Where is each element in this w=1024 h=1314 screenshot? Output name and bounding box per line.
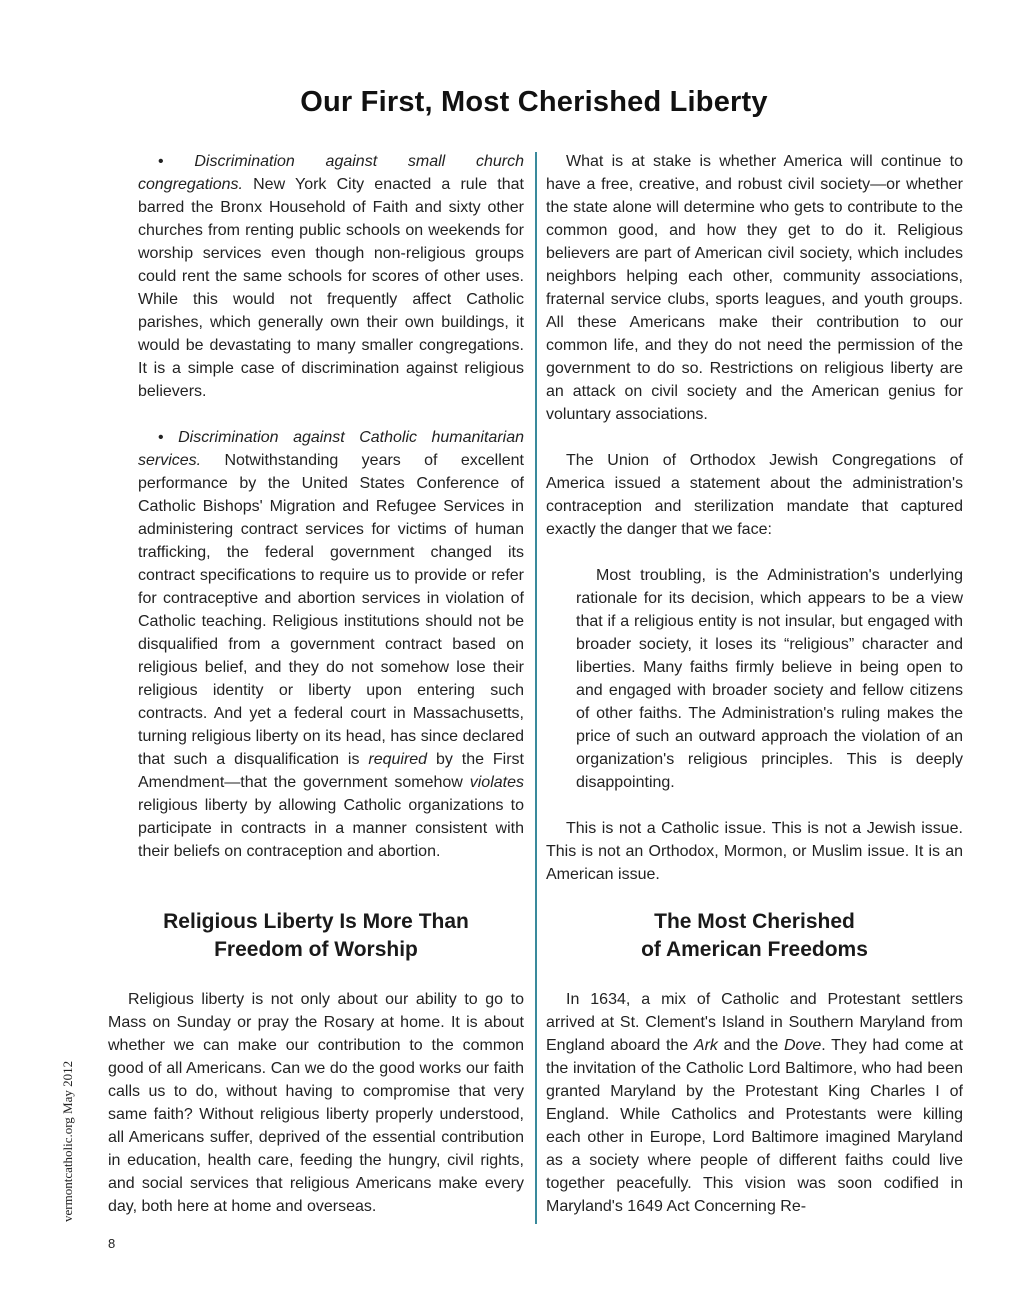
bullet-paragraph-church: • Discrimination against small church congregations. New York City enacted a rule that barred the Bronx Household of Faith and sixty other churches from renting public schools on weekends for worship services even though non-religious groups could rent the same schools for scores of other uses. While this would not frequently affect Catholic parishes, which generally own their own buildings, it would be devastating to many smaller congregations. It is a simple case of discrimination against religious believers. (138, 153, 524, 400)
page-number: 8 (108, 1236, 116, 1251)
section-heading-most-cherished: The Most Cherished of American Freedoms (641, 910, 868, 961)
right-column-bottom (546, 988, 963, 1218)
left-column-top (138, 150, 524, 863)
paragraph-american-issue: This is not a Catholic issue. This is not a Jewish issue. This is not an Orthodox, Mormon, or Muslim issue. It is an American issue. (546, 820, 963, 883)
page-title: Our First, Most Cherished Liberty (300, 86, 768, 118)
paragraph-religious-liberty: Religious liberty is not only about our ability to go to Mass on Sunday or pray the Rosary at home. It is about whether we can make our contribution to the common good of all Americans. Can we do the good works our faith calls us to do, without having to compromise that very same faith? Without religious liberty properly understood, all Americans suffer, deprived of the essential contribution in education, health care, feeding the hungry, civil rights, and social services that religious Americans make every day, both here at home and overseas. (108, 991, 524, 1215)
bullet-label-humanitarian: Discrimination against Catholic humanitarian services. (138, 429, 524, 469)
left-column-bottom (108, 988, 524, 1218)
column-divider (535, 152, 537, 1224)
block-quote: Most troubling, is the Administration's underlying rationale for its decision, which appears to be a view that if a religious entity is not insular, but engaged with broader society, it loses its “religious” character and liberties. Many faiths firmly believe in being open to and engaged with broader society and fellow citizens of other faiths. The Administration's ruling makes the price of such an outward approach the violation of an organization's religious principles. This is deeply disappointing. (576, 567, 963, 791)
right-column-top (546, 150, 963, 886)
sidebar-publication-credit: vermontcatholic.org May 2012 (60, 1060, 75, 1222)
paragraph-maryland-history: In 1634, a mix of Catholic and Protestant settlers arrived at St. Clement's Island in Southern Maryland from England aboard the Ark and the Dove. They had come at the invitation of the Catholic Lord Baltimore, who had been granted Maryland by the Protestant King Charles I of England. While Catholics and Protestants were killing each other in Europe, Lord Baltimore imagined Maryland as a society where people of different faiths could live together peacefully. This vision was soon codified in Maryland's 1649 Act Concerning Re- (546, 991, 963, 1215)
paragraph-union-statement: The Union of Orthodox Jewish Congregations of America issued a statement about the administration's contraception and sterilization mandate that captured exactly the danger that we face: (546, 452, 963, 538)
bullet-label-church: Discrimination against small church congregations. (138, 153, 524, 193)
section-heading-religious-liberty: Religious Liberty Is More Than Freedom of Worship (163, 910, 469, 961)
paragraph-what-is-at-stake: What is at stake is whether America will continue to have a free, creative, and robust civil society—or whether the state alone will determine who gets to contribute to the common good, and how they get to do it. Religious believers are part of American civil society, which includes neighbors helping each other, community associations, fraternal service clubs, sports leagues, and youth groups. All these Americans make their contribution to our common life, and they do not need the permission of the government to do so. Restrictions on religious liberty are an attack on civil society and the American genius for voluntary associations. (546, 153, 963, 423)
bullet-paragraph-humanitarian: • Discrimination against Catholic humanitarian services. Notwithstanding years of excellent performance by the United States Conference of Catholic Bishops' Migration and Refugee Services in administering contract services for victims of human trafficking, the federal government changed its contract specifications to require us to provide or refer for contraceptive and abortion services in violation of Catholic teaching. Religious institutions should not be disqualified from a government contract based on religious belief, and they do not somehow lose their religious identity or liberty upon entering such contracts. And yet a federal court in Massachusetts, turning religious liberty on its head, has since declared that such a disqualification is required by the First Amendment—that the government somehow violates religious liberty by allowing Catholic organizations to participate in contracts in a manner consistent with their beliefs on contraception and abortion. (138, 429, 525, 860)
